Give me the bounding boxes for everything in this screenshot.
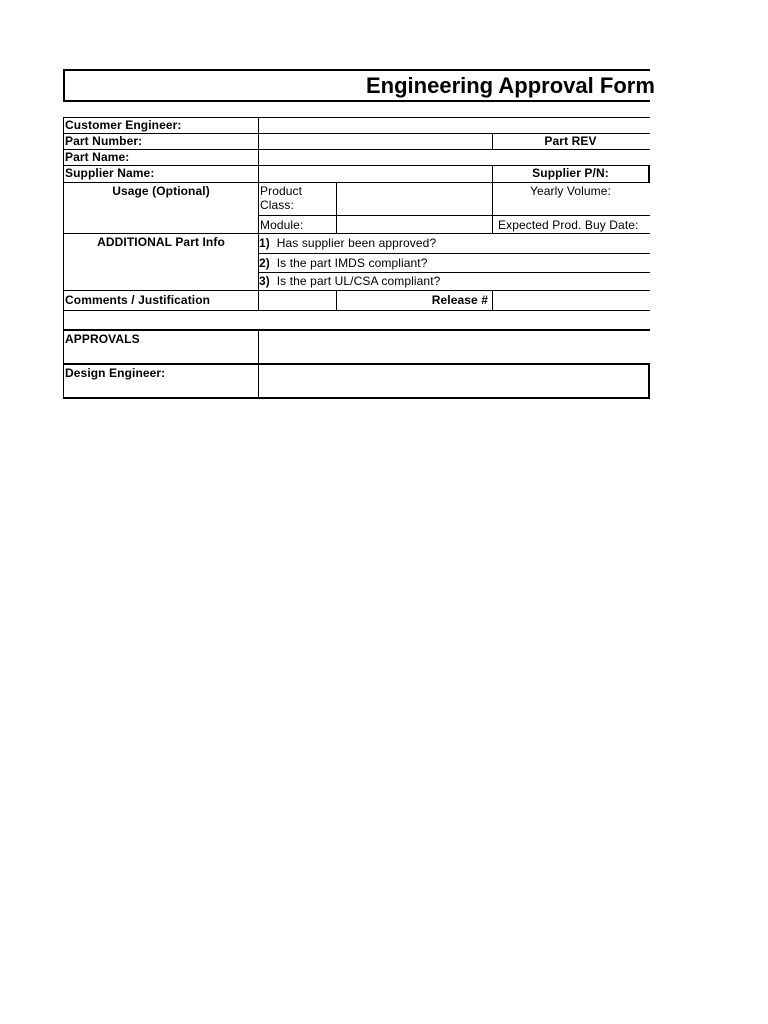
title-border-left — [63, 69, 65, 102]
part-name-field[interactable] — [259, 150, 648, 165]
table-border-left — [63, 117, 64, 399]
supplier-name-field[interactable] — [259, 166, 492, 182]
design-engineer-field[interactable] — [259, 365, 648, 397]
module-label: Module: — [260, 218, 304, 232]
product-class-field[interactable] — [337, 183, 492, 215]
part-number-field[interactable] — [259, 134, 492, 149]
question-text: Has supplier been approved? — [276, 236, 437, 250]
question-3[interactable] — [259, 274, 440, 288]
usage-label: Usage (Optional) — [112, 184, 210, 198]
question-number: 2) — [259, 256, 270, 270]
question-text: Is the part IMDS compliant? — [276, 256, 428, 270]
expected-buy-date-label: Expected Prod. Buy Date: — [498, 218, 639, 232]
part-rev-label: Part REV — [544, 134, 597, 148]
module-field[interactable] — [337, 216, 492, 233]
comments-label: Comments / Justification — [65, 293, 211, 307]
question-number: 3) — [259, 274, 270, 288]
comments-field[interactable] — [64, 311, 648, 329]
supplier-pn-label: Supplier P/N: — [532, 166, 609, 180]
part-name-label: Part Name: — [65, 150, 130, 164]
yearly-volume-label: Yearly Volume: — [529, 184, 611, 198]
supplier-name-label: Supplier Name: — [65, 166, 155, 180]
part-number-label: Part Number: — [65, 134, 143, 148]
approvals-field[interactable] — [259, 331, 648, 363]
customer-engineer-field[interactable] — [259, 118, 648, 133]
title-border-bottom — [63, 100, 650, 102]
question-number: 1) — [259, 236, 270, 250]
release-label: Release # — [431, 293, 488, 307]
design-engineer-label: Design Engineer: — [65, 366, 166, 380]
question-2[interactable] — [259, 256, 428, 270]
form-title: Engineering Approval Form — [366, 73, 655, 98]
question-text: Is the part UL/CSA compliant? — [276, 274, 441, 288]
additional-info-label: ADDITIONAL Part Info — [97, 235, 225, 249]
title-border-top — [63, 69, 650, 71]
product-class-line1: Product — [260, 184, 303, 198]
release-field[interactable] — [493, 291, 648, 310]
approvals-heading: APPROVALS — [65, 332, 140, 346]
customer-engineer-label: Customer Engineer: — [65, 118, 182, 132]
question-1[interactable] — [259, 236, 436, 250]
product-class-line2: Class: — [260, 198, 294, 212]
product-class-label — [260, 184, 302, 212]
